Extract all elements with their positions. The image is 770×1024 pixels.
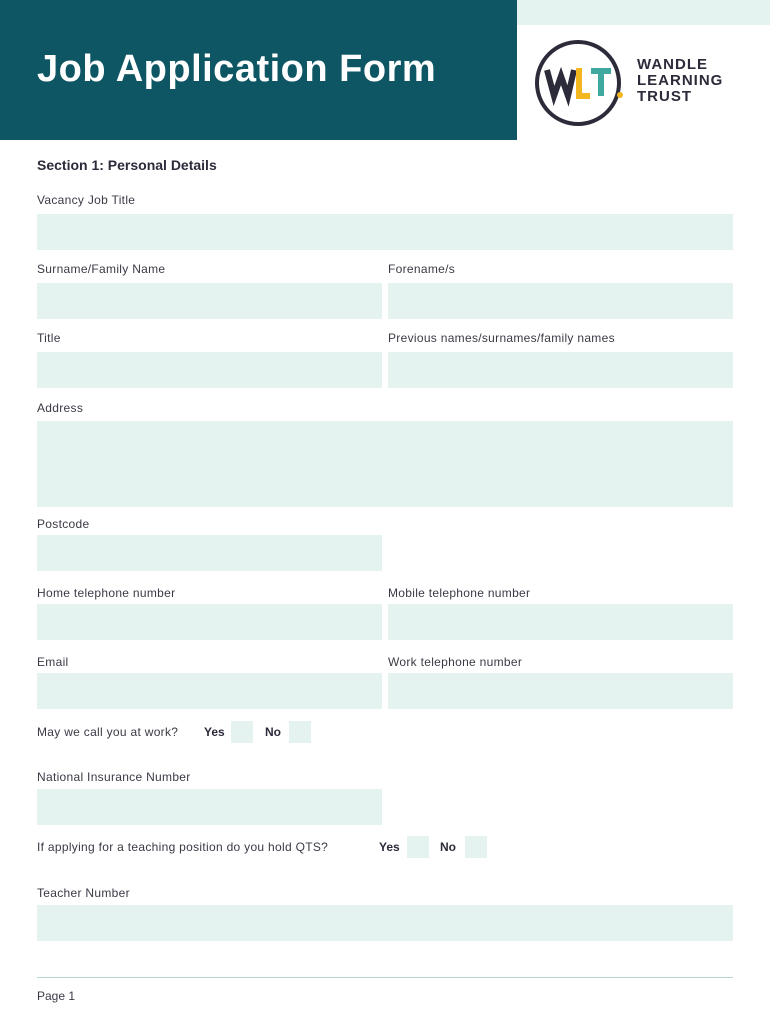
- ni-number-input[interactable]: [37, 789, 382, 825]
- header-accent-strip: [517, 0, 770, 25]
- work-telephone-input[interactable]: [388, 673, 733, 709]
- address-label: Address: [37, 401, 84, 415]
- title-label: Title: [37, 331, 61, 345]
- header-band: [0, 0, 517, 140]
- logo-wordmark: [637, 57, 723, 105]
- wandle-learning-trust-logo: [533, 38, 733, 128]
- qts-yes-label: Yes: [379, 840, 400, 854]
- teacher-number-label: Teacher Number: [37, 886, 130, 900]
- logo-line-learning: LEARNING: [637, 72, 724, 89]
- ni-number-label: National Insurance Number: [37, 770, 191, 784]
- postcode-label: Postcode: [37, 517, 90, 531]
- qts-yes-checkbox[interactable]: [407, 836, 429, 858]
- call-at-work-question: May we call you at work?: [37, 725, 179, 739]
- call-at-work-yes-checkbox[interactable]: [231, 721, 253, 743]
- section-title: Section 1: Personal Details: [37, 157, 217, 173]
- logo-line-trust: TRUST: [637, 88, 692, 105]
- vacancy-job-title-input[interactable]: [37, 214, 733, 250]
- page-title: Job Application Form: [37, 48, 437, 90]
- call-at-work-yes-label: Yes: [204, 725, 225, 739]
- forenames-input[interactable]: [388, 283, 733, 319]
- qts-no-label: No: [440, 840, 456, 854]
- work-telephone-label: Work telephone number: [388, 655, 523, 669]
- wlt-logo-mark: [533, 38, 625, 128]
- postcode-input[interactable]: [37, 535, 382, 571]
- previous-names-input[interactable]: [388, 352, 733, 388]
- mobile-telephone-label: Mobile telephone number: [388, 586, 531, 600]
- logo-line-wandle: WANDLE: [637, 56, 708, 73]
- surname-input[interactable]: [37, 283, 382, 319]
- qts-no-checkbox[interactable]: [465, 836, 487, 858]
- previous-names-label: Previous names/surnames/family names: [388, 331, 615, 345]
- mobile-telephone-input[interactable]: [388, 604, 733, 640]
- call-at-work-no-checkbox[interactable]: [289, 721, 311, 743]
- footer-divider: [37, 977, 733, 978]
- home-telephone-input[interactable]: [37, 604, 382, 640]
- teacher-number-input[interactable]: [37, 905, 733, 941]
- home-telephone-label: Home telephone number: [37, 586, 176, 600]
- email-label: Email: [37, 655, 69, 669]
- forenames-label: Forename/s: [388, 262, 456, 276]
- surname-label: Surname/Family Name: [37, 262, 166, 276]
- page-number: Page 1: [37, 989, 76, 1003]
- vacancy-job-title-label: Vacancy Job Title: [37, 193, 136, 207]
- email-input[interactable]: [37, 673, 382, 709]
- address-input[interactable]: [37, 421, 733, 507]
- qts-question: If applying for a teaching position do you hold QTS?: [37, 840, 329, 854]
- title-input[interactable]: [37, 352, 382, 388]
- call-at-work-no-label: No: [265, 725, 281, 739]
